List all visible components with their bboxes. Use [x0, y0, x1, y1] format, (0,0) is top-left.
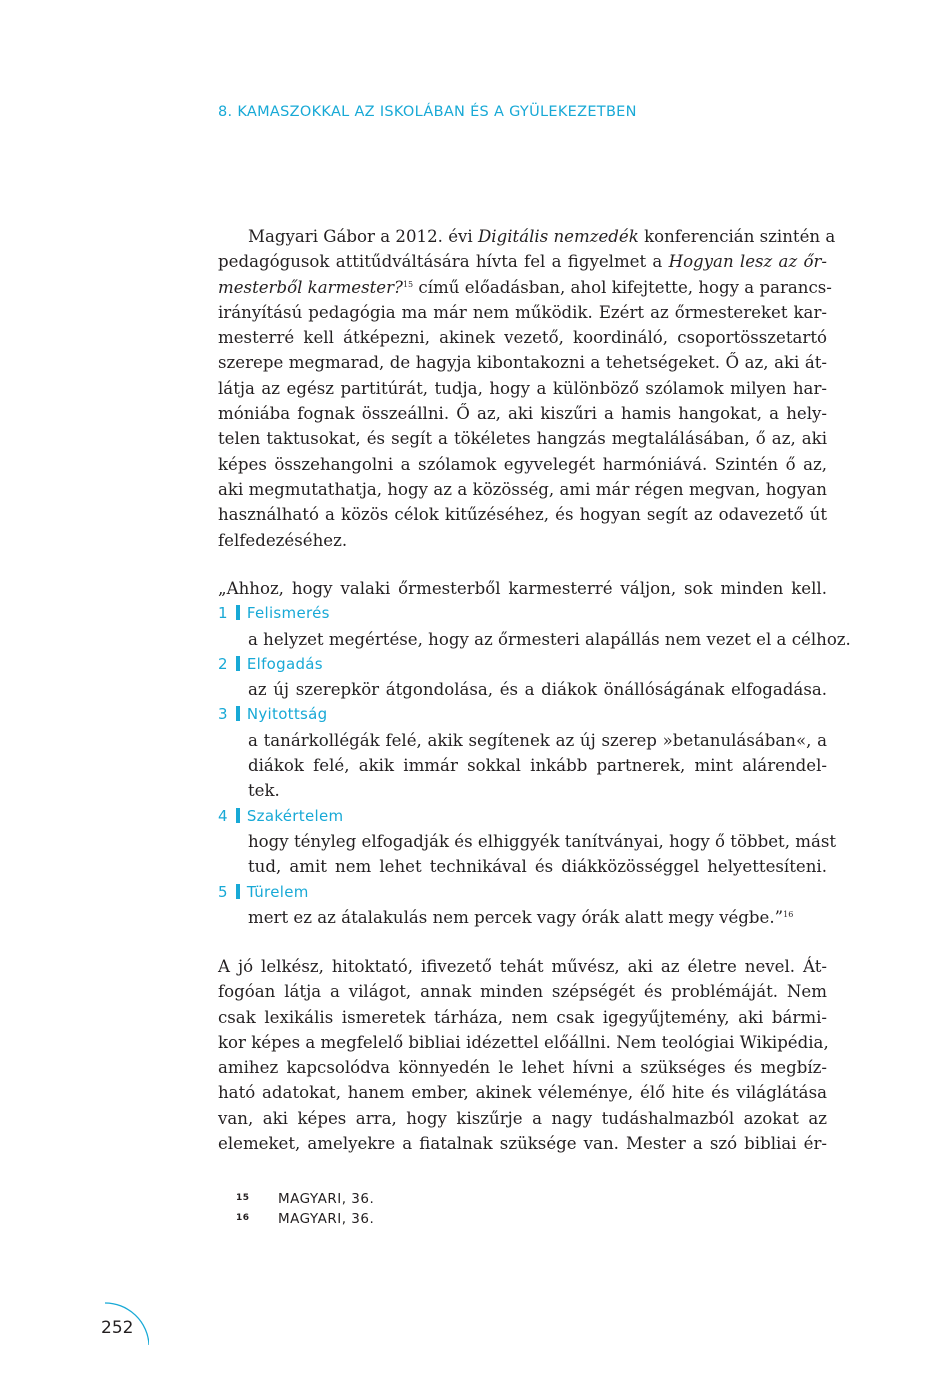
- list-item: [218, 601, 851, 652]
- list-item-heading: 4 Szakértelem: [218, 806, 344, 825]
- text-line: csak lexikális ismeretek tárháza, nem csak igegyűjtemény, aki bármi-: [218, 1007, 827, 1027]
- text-line: Magyari Gábor a 2012. évi Digitális nemzedék konferencián szintén a: [248, 227, 836, 246]
- bullet-bar-icon: [236, 808, 240, 823]
- text-line: aki megmutathatja, hogy az a közösség, ami már régen megvan, hogyan: [218, 479, 827, 499]
- list-item: [218, 880, 827, 931]
- bullet-bar-icon: [236, 656, 240, 671]
- text-line: felfedezéséhez.: [218, 530, 348, 550]
- quote-block: [218, 576, 851, 930]
- list-item-heading: 5 Türelem: [218, 882, 309, 901]
- list-item: [218, 804, 837, 880]
- bullet-bar-icon: [236, 706, 240, 721]
- list-item-heading: 2 Elfogadás: [218, 654, 323, 673]
- text-line: diákok felé, akik immár sokkal inkább partnerek, mint alárendel-: [248, 756, 827, 776]
- text-line: a tanárkollégák felé, akik segítenek az új szerep »betanulásában«, a: [248, 730, 827, 750]
- footnote-ref: 15: [402, 279, 414, 289]
- paragraph-2: [218, 954, 827, 1156]
- text-line: móniába fognak összeállni. Ő az, aki kiszűri a hamis hangokat, a hely-: [218, 404, 827, 424]
- text-line: használható a közös célok kitűzéséhez, és hogyan segít az odavezető út: [218, 505, 827, 525]
- list-item: [218, 652, 827, 703]
- text-line: mesterré kell átképezni, akinek vezető, koordináló, csoportösszetartó: [218, 328, 827, 348]
- bullet-bar-icon: [236, 605, 240, 620]
- text-line: a helyzet megértése, hogy az őrmesteri alapállás nem vezet el a célhoz.: [248, 629, 851, 649]
- text-line: pedagógusok attitűdváltására hívta fel a figyelmet a Hogyan lesz az őr-: [218, 252, 827, 272]
- text-line: tud, amit nem lehet technikával és diákközösséggel helyettesíteni.: [248, 857, 827, 877]
- text-line: az új szerepkör átgondolása, és a diákok önállóságának elfogadása.: [248, 680, 827, 700]
- bullet-bar-icon: [236, 884, 240, 899]
- text-line: mesterből karmester?$^{15}$ című előadásban, ahol kifejtette, hogy a parancs-: [218, 277, 832, 297]
- footnote-ref: 16: [783, 909, 794, 919]
- running-header: 8. KAMASZOKKAL AZ ISKOLÁBAN ÉS A GYÜLEKEZETBEN: [218, 104, 637, 120]
- text-line: mert ez az átalakulás nem percek vagy órák alatt megy végbe.”$^{16}$: [248, 907, 794, 927]
- list-item-heading: 1 Felismerés: [218, 604, 330, 623]
- quote-intro: „Ahhoz, hogy valaki őrmesterből karmesterré váljon, sok minden kell.: [218, 579, 827, 598]
- text-line: látja az egész partitúrát, tudja, hogy a különböző szólamok milyen har-: [218, 378, 827, 398]
- page-number: 252: [101, 1318, 134, 1338]
- text-line: A jó lelkész, hitoktató, ifivezető tehát művész, aki az életre nevel. Át-: [218, 957, 827, 976]
- text-line: telen taktusokat, és segít a tökéletes hangzás megtalálásában, ő az, aki: [218, 429, 827, 449]
- text-line: irányítású pedagógia ma már nem működik. Ezért az őrmestereket kar-: [218, 302, 827, 322]
- list-item-heading: 3 Nyitottság: [218, 705, 328, 724]
- text-line: tek.: [248, 781, 280, 801]
- text-line: ható adatokat, hanem ember, akinek véleménye, élő hite és világlátása: [218, 1083, 827, 1103]
- text-line: elemeket, amelyekre a fiatalnak szüksége van. Mester a szó bibliai ér-: [218, 1134, 827, 1154]
- text-line: van, aki képes arra, hogy kiszűrje a nagy tudáshalmazból azokat az: [218, 1108, 827, 1128]
- list-item: [218, 702, 827, 803]
- text-line: kor képes a megfelelő bibliai idézettel előállni. Nem teológiai Wikipédia,: [218, 1032, 829, 1052]
- text-line: amihez kapcsolódva könnyedén le lehet hívni a szükséges és megbíz-: [218, 1058, 827, 1078]
- footnote: 15 MAGYARI, 36.: [236, 1191, 375, 1207]
- text-line: fogóan látja a világot, annak minden szépségét és problémáját. Nem: [218, 982, 827, 1002]
- footnote: 16 MAGYARI, 36.: [236, 1211, 375, 1227]
- text-line: képes összehangolni a szólamok egyvelegét harmóniává. Szintén ő az,: [218, 454, 827, 474]
- text-line: hogy tényleg elfogadják és elhiggyék tanítványai, hogy ő többet, mást: [248, 831, 837, 851]
- text-line: szerepe megmarad, de hagyja kibontakozni a tehetségeket. Ő az, aki át-: [218, 353, 827, 373]
- footnotes: [236, 1188, 374, 1228]
- paragraph-1: [218, 224, 836, 553]
